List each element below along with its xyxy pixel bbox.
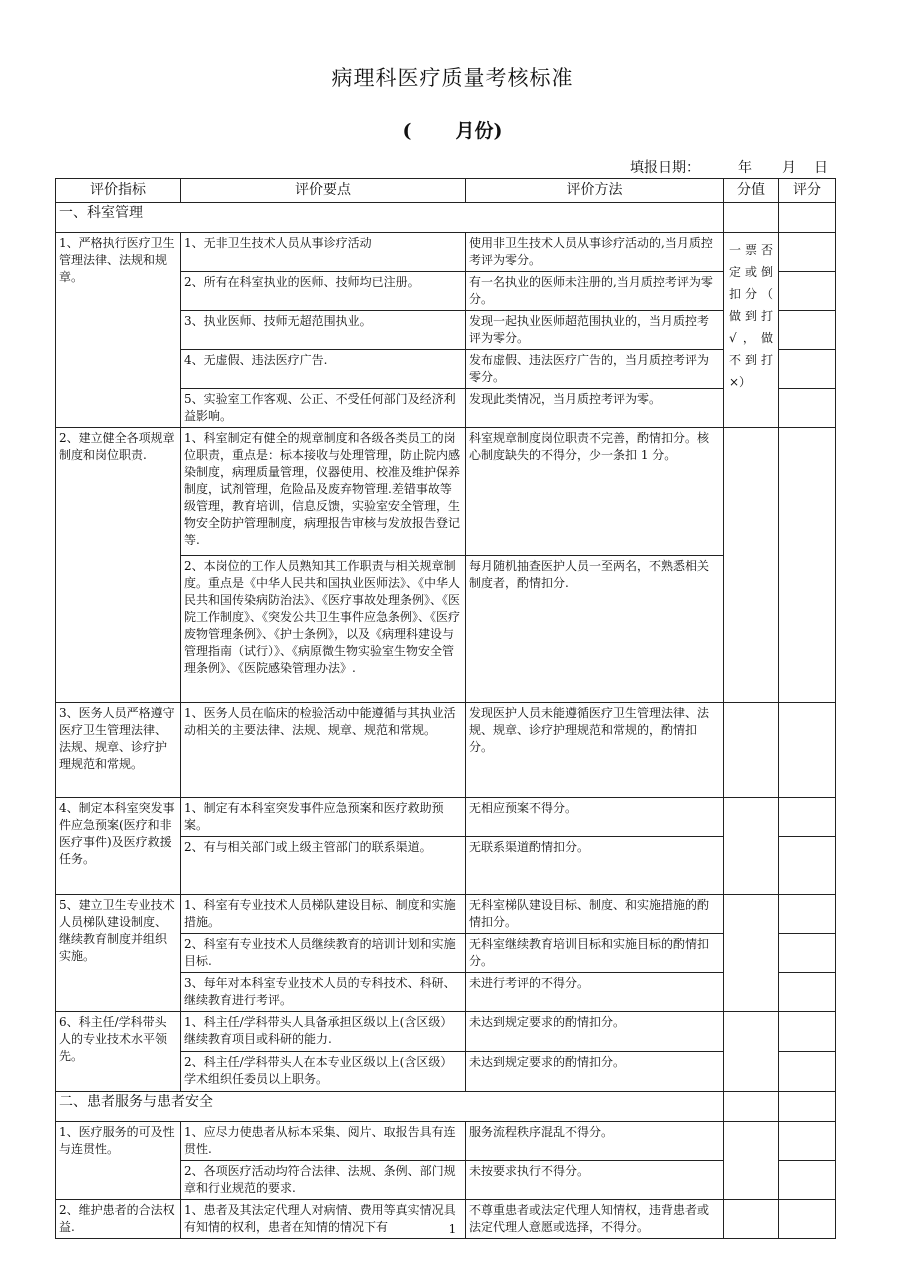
score-cell: [779, 1012, 836, 1052]
method-cell: 未达到规定要求的酌情扣分。: [466, 1052, 724, 1092]
indicator-cell: 5、建立卫生专业技术人员梯队建设制度、继续教育制度并组织实施。: [56, 895, 181, 1012]
method-cell: 未按要求执行不得分。: [466, 1161, 724, 1200]
point-cell: 2、科主任/学科带头人在本专业区级以上(含区级）学术组织任委员以上职务。: [181, 1052, 466, 1092]
method-cell: 发现医护人员未能遵循医疗卫生管理法律、法规、规章、诊疗护理规范和常规的，酌情扣分。: [466, 703, 724, 798]
method-cell: 无联系渠道酌情扣分。: [466, 837, 724, 895]
score-cell: [779, 311, 836, 350]
fill-date: [630, 157, 828, 177]
table-row: [56, 798, 836, 837]
table-row: [56, 428, 836, 556]
table-row: [56, 895, 836, 934]
indicator-cell: 2、建立健全各项规章制度和岗位职责.: [56, 428, 181, 703]
point-cell: 2、各项医疗活动均符合法律、法规、条例、部门规章和行业规范的要求.: [181, 1161, 466, 1200]
method-cell: 每月随机抽查医护人员一至两名，不熟悉相关制度者，酌情扣分.: [466, 556, 724, 703]
subtitle-month: 月份): [455, 120, 503, 142]
point-cell: 1、科室制定有健全的规章制度和各级各类员工的岗位职责，重点是：标本接收与处理管理，防止院内感染制度，病理质量管理，仪器使用、校准及维护保养制度，试剂管理，危险品及废弃物管理.差错事故等级管理，教育培训，信息反馈，实验室安全管理，生物安全防护管理制度，病理报告审核与发放报告登记等.: [181, 428, 466, 556]
point-cell: 2、本岗位的工作人员熟知其工作职责与相关规章制度。重点是《中华人民共和国执业医师法》、《中华人民共和国传染病防治法》、《医疗事故处理条例》、《医院工作制度》、《突发公共卫生事件应急条例》、《医疗废物管理条例》、《护士条例》，以及《病理科建设与管理指南（试行）》、《病原微生物实验室生物安全管理条例》、《医院感染管理办法》.: [181, 556, 466, 703]
score-cell: [779, 1122, 836, 1161]
score-value-cell: [724, 703, 779, 798]
point-cell: 1、患者及其法定代理人对病情、费用等真实情况具有知情的权利，患者在知情的情况下有: [181, 1200, 466, 1239]
header-point: 评价要点: [181, 179, 466, 203]
section-row: [56, 1092, 836, 1122]
score-value-cell: [724, 428, 779, 703]
method-cell: 科室规章制度岗位职责不完善，酌情扣分。核心制度缺失的不得分，少一条扣 1 分。: [466, 428, 724, 556]
assessment-table: [55, 178, 836, 1239]
method-cell: 不尊重患者或法定代理人知情权，违背患者或法定代理人意愿或选择，不得分。: [466, 1200, 724, 1239]
score-cell: [779, 272, 836, 311]
point-cell: 2、有与相关部门或上级主管部门的联系渠道。: [181, 837, 466, 895]
header-score-value: 分值: [724, 179, 779, 203]
score-cell: [779, 203, 836, 233]
score-cell: [779, 837, 836, 895]
header-method: 评价方法: [466, 179, 724, 203]
indicator-cell: 1、严格执行医疗卫生管理法律、法规和规章。: [56, 233, 181, 428]
method-cell: 未达到规定要求的酌情扣分。: [466, 1012, 724, 1052]
point-cell: 2、科室有专业技术人员继续教育的培训计划和实施目标.: [181, 934, 466, 973]
section-title: 一、科室管理: [56, 203, 724, 233]
document-title: 病理科医疗质量考核标准: [331, 66, 574, 90]
point-cell: 3、执业医师、技师无超范围执业。: [181, 311, 466, 350]
score-cell: [779, 798, 836, 837]
score-cell: [779, 895, 836, 934]
score-value-cell: [724, 203, 779, 233]
indicator-cell: 1、医疗服务的可及性与连贯性。: [56, 1122, 181, 1200]
point-cell: 3、每年对本科室专业技术人员的专科技术、科研、继续教育进行考评。: [181, 973, 466, 1012]
fill-date-month: 月: [782, 160, 796, 176]
point-cell: 1、医务人员在临床的检验活动中能遵循与其执业活动相关的主要法律、法规、规章、规范和常规。: [181, 703, 466, 798]
score-note: 一 票 否 定 或 倒 扣 分 （ 做 到 打 √，做 不 到 打×）: [724, 233, 779, 428]
method-cell: 未进行考评的不得分。: [466, 973, 724, 1012]
method-cell: 发现一起执业医师超范围执业的，当月质控考评为零分。: [466, 311, 724, 350]
point-cell: 2、所有在科室执业的医师、技师均已注册。: [181, 272, 466, 311]
indicator-cell: 6、科主任/学科带头人的专业技术水平领先。: [56, 1012, 181, 1092]
score-value-cell: [724, 895, 779, 1012]
point-cell: 1、无非卫生技术人员从事诊疗活动: [181, 233, 466, 272]
table-row: [56, 233, 836, 272]
table-header-row: [56, 179, 836, 203]
method-cell: 无相应预案不得分。: [466, 798, 724, 837]
score-cell: [779, 973, 836, 1012]
method-cell: 发布虚假、违法医疗广告的，当月质控考评为零分。: [466, 350, 724, 389]
method-cell: 发现此类情况，当月质控考评为零。: [466, 389, 724, 428]
score-value-cell: [724, 1012, 779, 1092]
table-row: [56, 1122, 836, 1161]
section-row: [56, 203, 836, 233]
fill-date-year: 年: [738, 160, 752, 176]
indicator-cell: 2、维护患者的合法权益.: [56, 1200, 181, 1239]
section-title: 二、患者服务与患者安全: [56, 1092, 724, 1122]
score-value-cell: [724, 1092, 779, 1122]
score-cell: [779, 1052, 836, 1092]
point-cell: 1、科主任/学科带头人具备承担区级以上(含区级）继续教育项目或科研的能力.: [181, 1012, 466, 1052]
page-number: 1: [448, 1222, 457, 1236]
method-cell: 有一名执业的医师未注册的,当月质控考评为零分。: [466, 272, 724, 311]
score-cell: [779, 428, 836, 703]
score-cell: [779, 389, 836, 428]
method-cell: 无科室梯队建设目标、制度、和实施措施的酌情扣分。: [466, 895, 724, 934]
header-indicator: 评价指标: [56, 179, 181, 203]
point-cell: 4、无虚假、违法医疗广告.: [181, 350, 466, 389]
indicator-cell: 4、制定本科室突发事件应急预案(医疗和非医疗事件)及医疗救援任务。: [56, 798, 181, 895]
score-cell: [779, 350, 836, 389]
method-cell: 服务流程秩序混乱不得分。: [466, 1122, 724, 1161]
score-cell: [779, 1092, 836, 1122]
subtitle-open: (: [402, 120, 412, 142]
point-cell: 1、应尽力使患者从标本采集、阅片、取报告具有连贯性.: [181, 1122, 466, 1161]
fill-date-day: 日: [814, 160, 828, 176]
table-row: [56, 1012, 836, 1052]
score-cell: [779, 1161, 836, 1200]
month-subtitle: [0, 116, 905, 143]
method-cell: 无科室继续教育培训目标和实施目标的酌情扣分。: [466, 934, 724, 973]
point-cell: 1、科室有专业技术人员梯队建设目标、制度和实施措施。: [181, 895, 466, 934]
score-cell: [779, 703, 836, 798]
table-row: [56, 703, 836, 798]
indicator-cell: 3、医务人员严格遵守医疗卫生管理法律、法规、规章、诊疗护理规范和常规。: [56, 703, 181, 798]
score-value-cell: [724, 1122, 779, 1200]
fill-date-label: 填报日期：: [630, 160, 700, 176]
score-value-cell: [724, 798, 779, 895]
point-cell: 1、制定有本科室突发事件应急预案和医疗救助预案。: [181, 798, 466, 837]
point-cell: 5、实验室工作客观、公正、不受任何部门及经济利益影响。: [181, 389, 466, 428]
method-cell: 使用非卫生技术人员从事诊疗活动的,当月质控考评为零分。: [466, 233, 724, 272]
score-cell: [779, 934, 836, 973]
header-score: 评分: [779, 179, 836, 203]
score-cell: [779, 233, 836, 272]
